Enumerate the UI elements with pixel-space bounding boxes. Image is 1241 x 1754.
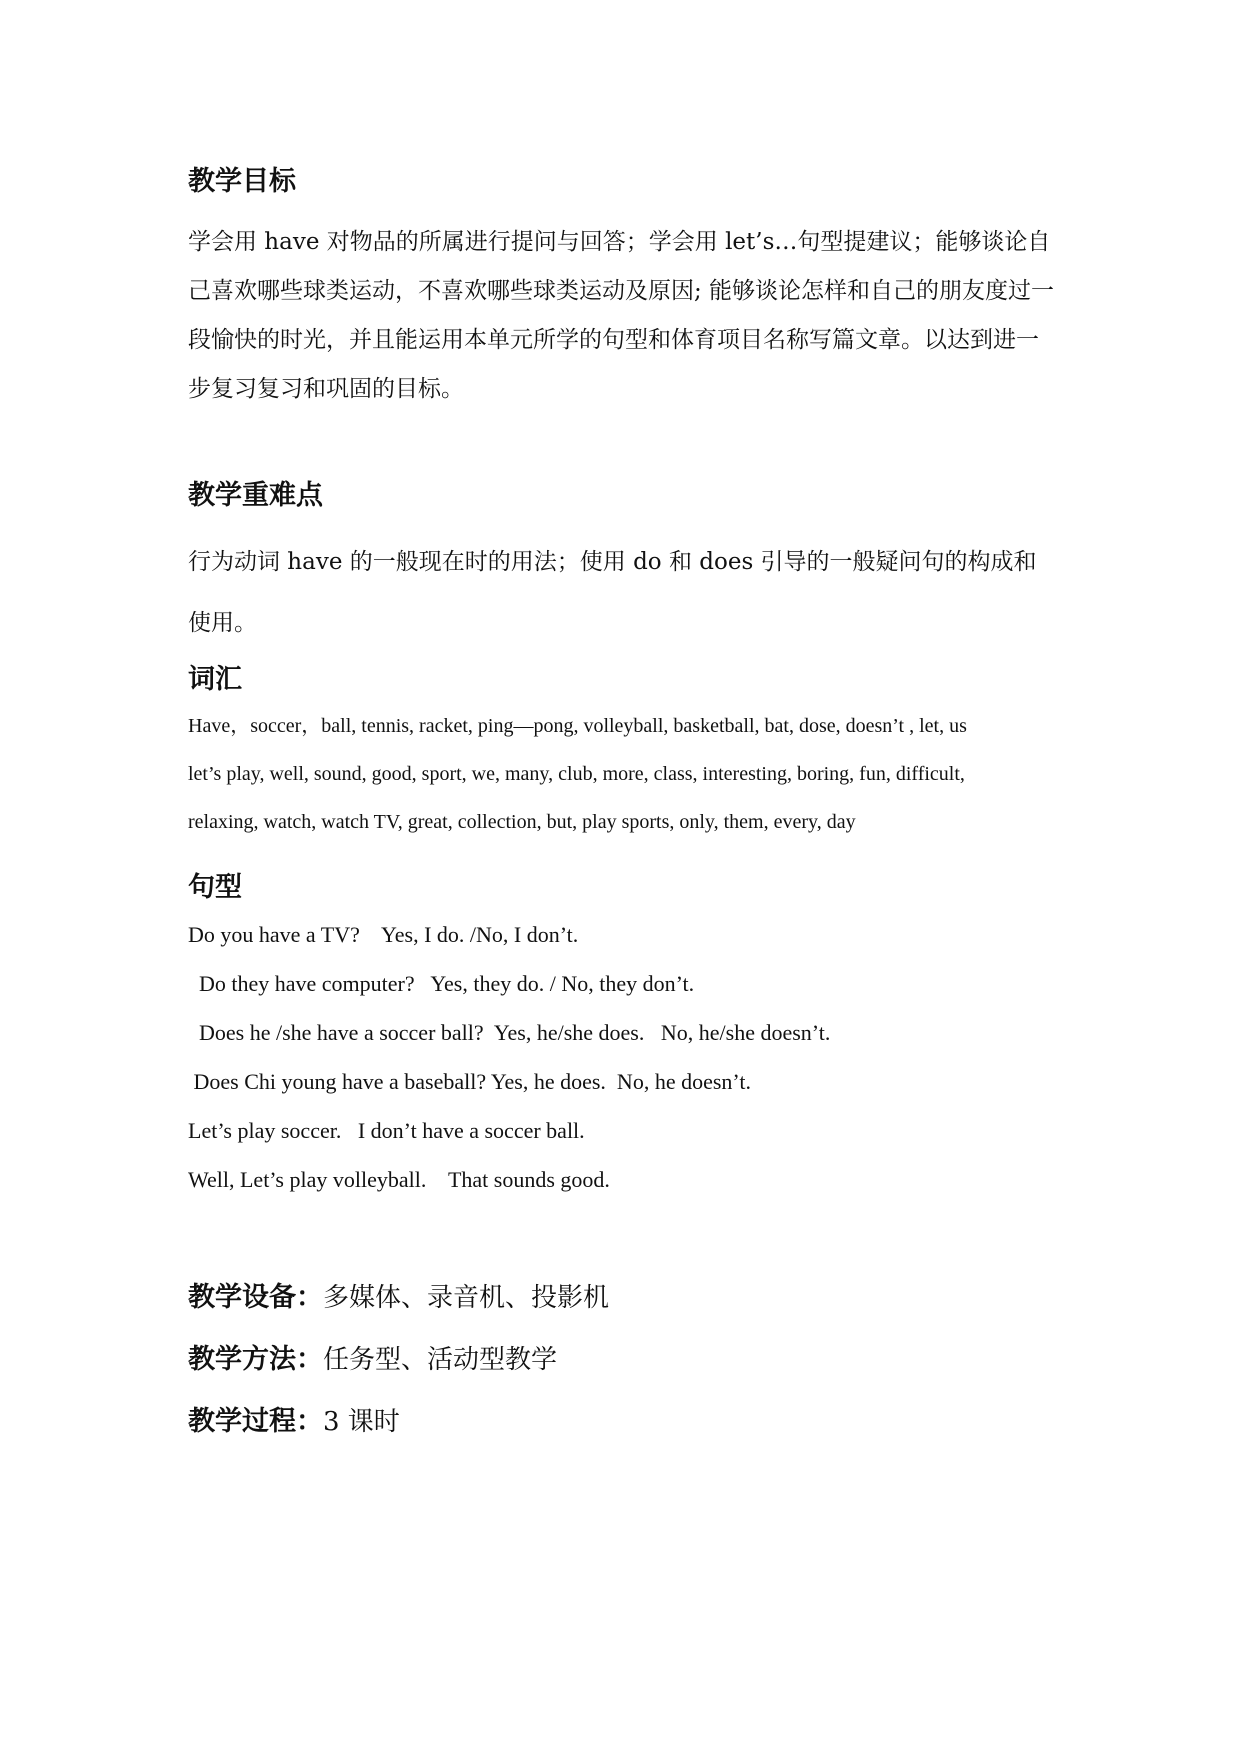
key-points-heading: 教学重难点 [188,480,323,511]
objectives-heading: 教学目标 [188,166,296,197]
method-row [188,1340,557,1383]
sentence-line: Let’s play soccer. I don’t have a soccer ball. [188,1118,585,1143]
equipment-label: 教学设备： [188,1282,323,1313]
vocabulary-heading: 词汇 [188,664,242,695]
objectives-text: 学会用 have 对物品的所属进行提问与回答；学会用 let’s…句型提建议；能够谈论自己喜欢哪些球类运动，不喜欢哪些球类运动及原因; 能够谈论怎样和自己的朋友度过一段愉快的时光，并且能运用本单元所学的句型和体育项目名称写篇文章。以达到进一步复习复习和巩固的目标。 [188,229,1055,402]
sentence-line: Do they have computer? Yes, they do. / No, they don’t. [188,971,695,996]
sentence-line: Does he /she have a soccer ball? Yes, he/she does. No, he/she doesn’t. [188,1020,831,1045]
process-value: 3 课时 [323,1407,400,1437]
sentence-line: Does Chi young have a baseball? Yes, he does. No, he doesn’t. [188,1069,751,1094]
sentence-line: Do you have a TV? Yes, I do. /No, I don’t. [188,922,579,947]
key-points-text: 行为动词 have 的一般现在时的用法；使用 do 和 does 引导的一般疑问句的构成和使用。 [188,549,1037,636]
process-row [188,1402,400,1445]
equipment-value: 多媒体、录音机、投影机 [323,1283,610,1313]
vocabulary-line: relaxing, watch, watch TV, great, collection, but, play sports, only, them, every, day [188,811,856,833]
method-value: 任务型、活动型教学 [323,1345,558,1375]
process-label: 教学过程： [188,1406,323,1437]
vocabulary-line: Have，soccer，ball, tennis, racket, ping—pong, volleyball, basketball, bat, dose, doesn’t , let, us [188,715,967,737]
method-label: 教学方法： [188,1344,323,1375]
sentence-patterns-heading: 句型 [188,872,242,903]
equipment-row [188,1278,609,1321]
sentence-line: Well, Let’s play volleyball. That sounds good. [188,1167,610,1192]
vocabulary-line: let’s play, well, sound, good, sport, we, many, club, more, class, interesting, boring, fun, difficult, [188,763,965,785]
